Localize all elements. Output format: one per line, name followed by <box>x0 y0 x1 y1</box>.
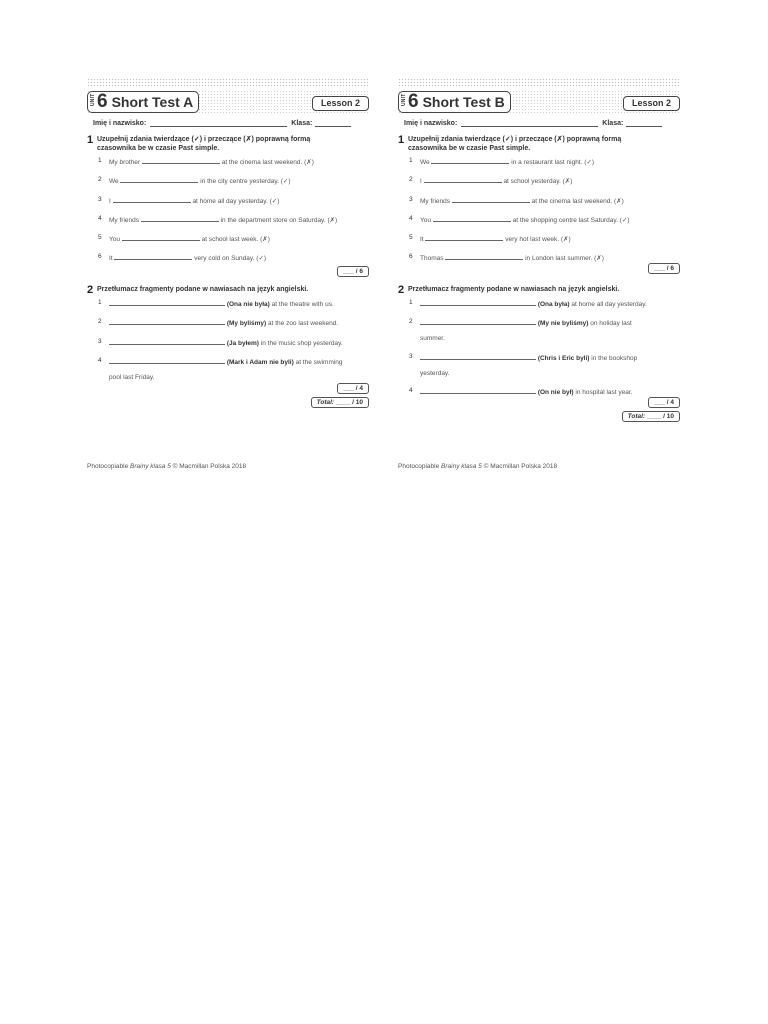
unit-label: UNIT <box>90 93 96 106</box>
translation-hint: (Chris i Eric byli) <box>537 354 590 362</box>
name-blank[interactable] <box>461 120 598 127</box>
item-text: (Mark i Adam nie byli) at the swimming pool last Friday. <box>109 358 343 381</box>
exercise-score-box: ___ / 4 <box>337 383 369 394</box>
unit-label: UNIT <box>401 93 407 106</box>
item-text: My brother at the cinema last weekend. (✗) <box>109 159 314 166</box>
exercise-item <box>398 253 680 263</box>
item-number: 1 <box>409 157 413 164</box>
item-text: We in a restaurant last night. (✓) <box>420 159 595 166</box>
exercise-instruction: Przetłumacz fragmenty podane w nawiasach na język angielski. <box>408 286 620 293</box>
exercise-item <box>398 176 680 186</box>
exercise-item <box>87 299 369 309</box>
class-label: Klasa: <box>602 120 624 127</box>
item-number: 2 <box>409 176 413 184</box>
answer-blank[interactable] <box>122 234 200 241</box>
answer-blank[interactable] <box>142 157 220 164</box>
unit-number: 6 <box>97 91 108 112</box>
answer-blank[interactable] <box>424 176 502 183</box>
dotted-band <box>87 78 369 88</box>
name-row <box>398 120 680 127</box>
class-blank[interactable] <box>315 120 351 127</box>
exercise-number: 2 <box>398 284 405 296</box>
exercise-item <box>398 353 680 378</box>
name-label: Imię i nazwisko: <box>404 120 458 127</box>
exercise-score-box: ___ / 4 <box>648 397 680 408</box>
title-box <box>87 91 199 113</box>
answer-blank[interactable] <box>420 299 536 306</box>
exercise-item <box>87 253 369 263</box>
translation-hint: (Ona nie była) <box>226 301 270 308</box>
translation-hint: (Ona była) <box>537 301 570 308</box>
exercise-item <box>87 357 369 382</box>
footer-copyright: Photocopiable Brainy klasa 5 © Macmillan Polska 2018 <box>398 463 558 470</box>
item-number: 3 <box>409 352 413 360</box>
title-box <box>398 91 511 113</box>
translation-hint: (My byliśmy) <box>226 320 267 328</box>
exercise-items <box>87 157 369 263</box>
exercise-item <box>398 234 680 244</box>
translation-hint: (On nie był) <box>537 388 574 396</box>
test-header <box>398 90 680 114</box>
exercise-1 <box>87 135 369 277</box>
total-score-box: Total: ____ / 10 <box>311 397 369 408</box>
exercise-items <box>87 299 369 382</box>
test-title: Short Test B <box>422 94 505 110</box>
answer-blank[interactable] <box>433 215 511 222</box>
translation-hint: (Ja byłem) <box>226 339 259 347</box>
answer-blank[interactable] <box>420 387 536 394</box>
exercise-item <box>87 176 369 186</box>
item-text: (My byliśmy) at the zoo last weekend. <box>109 318 369 328</box>
exercise-heading <box>398 285 680 295</box>
item-number: 3 <box>98 195 102 203</box>
class-blank[interactable] <box>626 120 662 127</box>
exercise-item <box>398 157 680 167</box>
exercise-instruction: Uzupełnij zdania twierdzące (✓) i przeczące (✗) poprawną formą czasownika be w czasie Past simple. <box>97 136 311 152</box>
answer-blank[interactable] <box>120 176 198 183</box>
test-title: Short Test A <box>111 94 194 110</box>
item-number: 5 <box>98 234 102 242</box>
answer-blank[interactable] <box>452 196 530 203</box>
exercise-instruction: Uzupełnij zdania twierdzące (✓) i przeczące (✗) poprawną formą czasownika be w czasie Past simple. <box>408 136 622 152</box>
item-number: 6 <box>98 253 102 261</box>
answer-blank[interactable] <box>114 253 192 260</box>
exercise-item <box>87 338 369 348</box>
item-number: 4 <box>98 356 102 364</box>
item-text: (Chris i Eric byli) in the bookshop yesterday. <box>420 354 638 377</box>
item-number: 4 <box>409 214 413 222</box>
answer-blank[interactable] <box>141 215 219 222</box>
exercise-heading <box>87 135 369 153</box>
exercise-item <box>87 234 369 244</box>
short-test-a <box>87 78 369 405</box>
exercise-item <box>87 318 369 328</box>
total-score-box: Total: ____ / 10 <box>622 411 680 422</box>
item-text: It very hot last week. (✗) <box>420 236 571 244</box>
exercise-item <box>87 157 369 167</box>
exercise-score-box: ___ / 6 <box>337 266 369 277</box>
exercise-2 <box>87 285 369 405</box>
exercise-number: 1 <box>398 134 405 146</box>
item-number: 2 <box>409 318 413 326</box>
exercise-item <box>398 318 680 343</box>
short-test-b <box>398 78 680 425</box>
answer-blank[interactable] <box>109 318 225 325</box>
item-text: Thomas in London last summer. (✗) <box>420 255 604 263</box>
exercise-heading <box>87 285 369 295</box>
item-text: (Ona była) at home all day yesterday. <box>420 299 680 309</box>
item-number: 2 <box>98 176 102 184</box>
answer-blank[interactable] <box>425 234 503 241</box>
item-text: My friends at the cinema last weekend. (✗) <box>420 197 624 205</box>
translation-hint: (Mark i Adam nie byli) <box>226 358 294 366</box>
exercise-instruction: Przetłumacz fragmenty podane w nawiasach na język angielski. <box>97 286 309 293</box>
exercise-item <box>398 196 680 206</box>
lesson-badge: Lesson 2 <box>623 96 680 111</box>
test-header <box>87 90 369 114</box>
class-label: Klasa: <box>291 120 313 127</box>
item-number: 4 <box>98 214 102 222</box>
item-number: 5 <box>409 234 413 242</box>
answer-blank[interactable] <box>109 338 225 345</box>
item-text: It very cold on Sunday. (✓) <box>109 255 267 263</box>
exercise-2 <box>398 285 680 425</box>
translation-hint: (My nie byliśmy) <box>537 320 589 328</box>
exercise-score-box: ___ / 6 <box>648 263 680 274</box>
exercise-number: 1 <box>87 134 94 146</box>
footer-copyright: Photocopiable Brainy klasa 5 © Macmillan Polska 2018 <box>87 463 247 470</box>
name-label: Imię i nazwisko: <box>93 120 147 127</box>
item-text: (Ja byłem) in the music shop yesterday. <box>109 338 369 348</box>
exercise-item <box>398 299 680 309</box>
exercise-1 <box>398 135 680 277</box>
exercise-item <box>87 196 369 206</box>
item-number: 1 <box>98 299 102 306</box>
item-number: 1 <box>98 157 102 164</box>
exercise-items <box>398 157 680 263</box>
name-blank[interactable] <box>150 120 287 127</box>
exercise-items <box>398 299 680 397</box>
item-number: 2 <box>98 318 102 326</box>
item-number: 1 <box>409 299 413 306</box>
answer-blank[interactable] <box>420 353 536 360</box>
exercise-number: 2 <box>87 284 94 296</box>
lesson-badge: Lesson 2 <box>312 96 369 111</box>
exercise-item <box>398 387 680 397</box>
item-number: 3 <box>409 195 413 203</box>
item-text: You at the shopping centre last Saturday. (✓) <box>420 216 630 224</box>
item-text: I at home all day yesterday. (✓) <box>109 197 280 205</box>
item-text: I at school yesterday. (✗) <box>420 178 573 186</box>
exercise-item <box>87 215 369 225</box>
item-text: (On nie był) in hospital last year. <box>420 387 680 397</box>
item-number: 6 <box>409 253 413 261</box>
exercise-item <box>398 215 680 225</box>
item-text: (My nie byliśmy) on holiday last summer. <box>420 320 632 343</box>
item-text: We in the city centre yesterday. (✓) <box>109 178 291 186</box>
dotted-band <box>398 78 680 88</box>
item-number: 3 <box>98 337 102 345</box>
item-text: (Ona nie była) at the theatre with us. <box>109 299 369 309</box>
name-row <box>87 120 369 127</box>
answer-blank[interactable] <box>431 157 509 164</box>
unit-number: 6 <box>408 91 419 112</box>
answer-blank[interactable] <box>113 196 191 203</box>
answer-blank[interactable] <box>109 357 225 364</box>
exercise-heading <box>398 135 680 153</box>
item-number: 4 <box>409 386 413 394</box>
answer-blank[interactable] <box>445 253 523 260</box>
answer-blank[interactable] <box>420 318 536 325</box>
answer-blank[interactable] <box>109 299 225 306</box>
item-text: You at school last week. (✗) <box>109 236 270 244</box>
item-text: My friends in the department store on Saturday. (✗) <box>109 216 338 224</box>
